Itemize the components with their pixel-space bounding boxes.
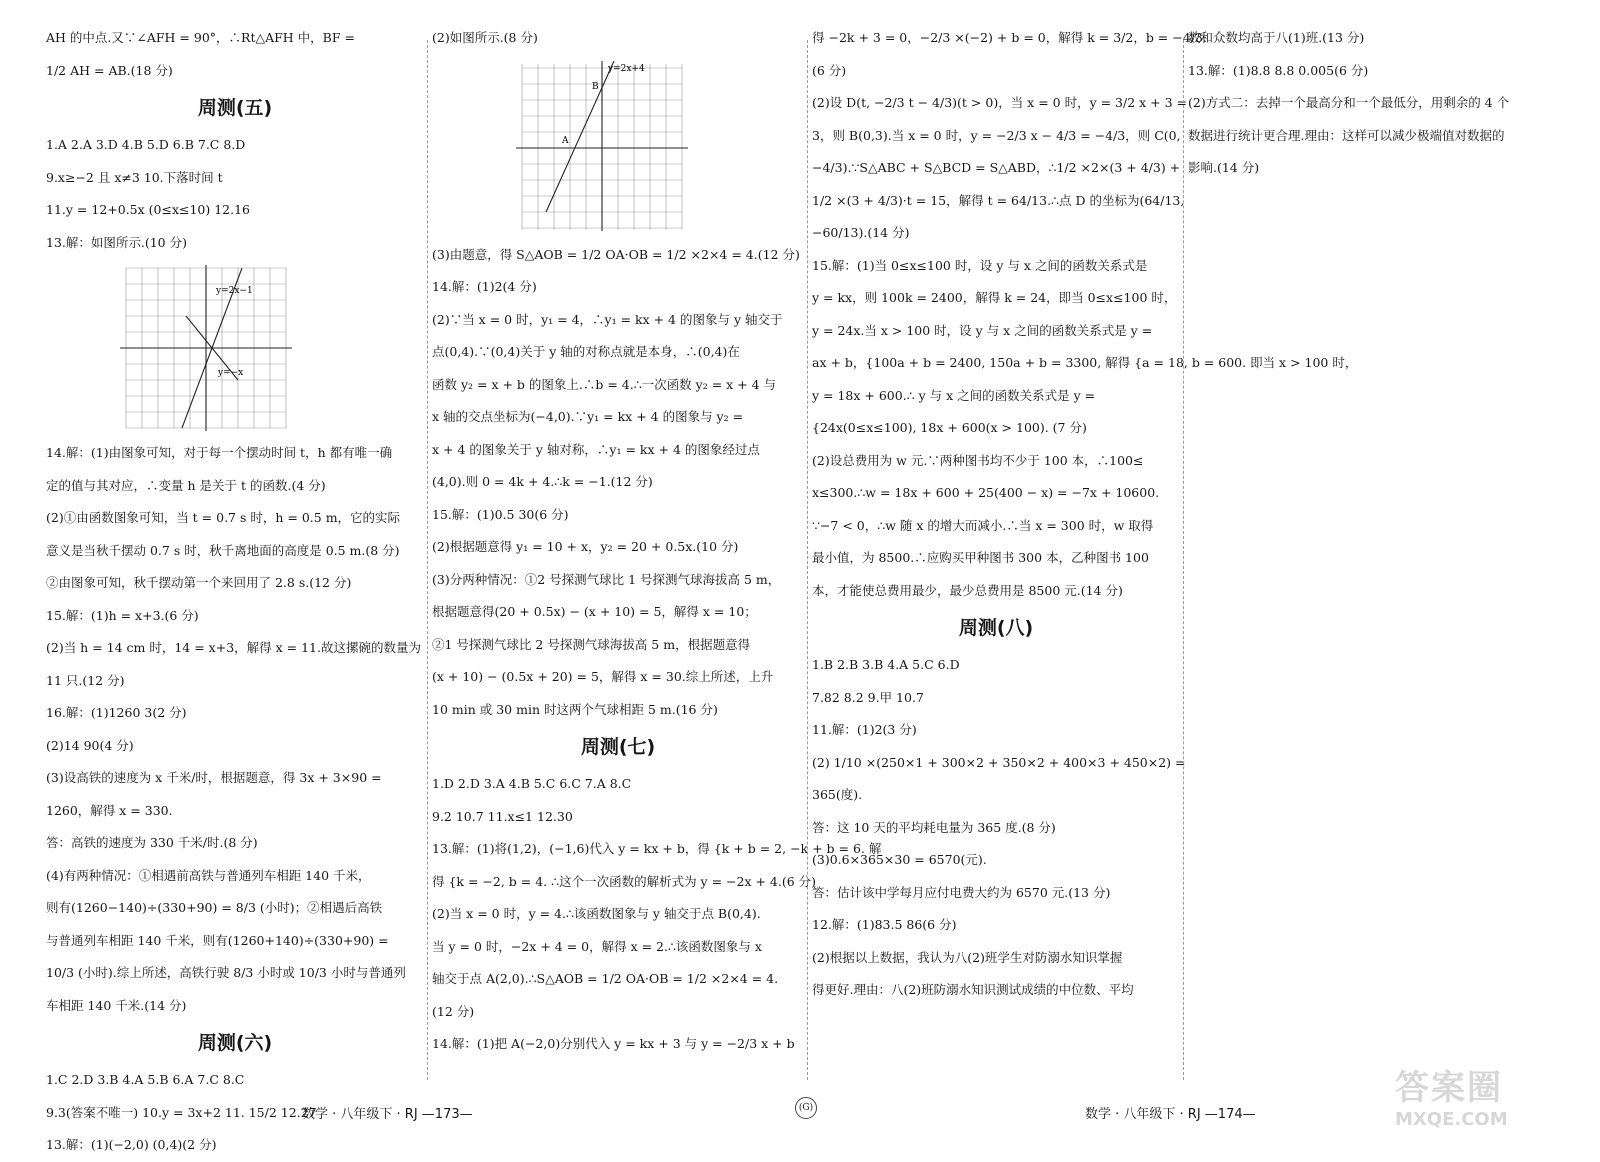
text-line: 与普通列车相距 140 千米，则有(1260+140)÷(330+90) =	[46, 932, 389, 948]
text-line: 11.解：(1)2(3 分)	[812, 722, 917, 737]
text-line: {24x(0≤x≤100), 18x + 600(x > 100). (7 分)	[812, 420, 1087, 435]
text-line: 本，才能使总费用最少，最少总费用是 8500 元.(14 分)	[812, 582, 1123, 598]
text-line: 13.解：如图所示.(10 分)	[46, 234, 187, 250]
text-line: (2)方式二：去掉一个最高分和一个最低分，用剩余的 4 个	[1188, 95, 1510, 110]
c1-lines-a	[46, 22, 424, 87]
text-line: (2)①由函数图象可知，当 t = 0.7 s 时，h = 0.5 m，它的实际	[46, 510, 401, 525]
text-line: 数和众数均高于八(1)班.(13 分)	[1188, 30, 1365, 45]
text-line: 答：估计该中学每月应付电费大约为 6570 元.(13 分)	[812, 884, 1111, 900]
heading-week-5: 周测(五)	[197, 97, 273, 119]
text-line: 轴交于点 A(2,0).∴S△AOB = 1/2 OA·OB = 1/2 ×2×4 = 4.	[432, 971, 779, 986]
text-line: y = 18x + 600.∴ y 与 x 之间的函数关系式是 y =	[812, 387, 1096, 403]
heading-week-7: 周测(七)	[580, 736, 656, 758]
text-line: (12 分)	[432, 1003, 475, 1019]
text-line: 车相距 140 千米.(14 分)	[46, 997, 187, 1013]
graph2-point-a: A	[562, 135, 569, 146]
c2-lines-b	[432, 239, 804, 727]
text-line: 答：高铁的速度为 330 千米/时.(8 分)	[46, 835, 258, 850]
text-line: (2) 1/10 ×(250×1 + 300×2 + 350×2 + 400×3 + 450×2) =	[812, 754, 1186, 770]
site-watermark	[1395, 1060, 1570, 1140]
text-line: x 轴的交点坐标为(−4,0).∵y₁ = kx + 4 的图象与 y₂ =	[432, 409, 744, 424]
text-line: 点(0,4).∵(0,4)关于 y 轴的对称点就是本身，∴(0,4)在	[432, 344, 740, 359]
coordinate-graph-2	[512, 59, 692, 235]
c3-lines-b	[812, 649, 1186, 1007]
text-line: 9.3(答案不唯一) 10.y = 3x+2 11. 15/2 12.27	[46, 1104, 317, 1120]
text-line: 1260，解得 x = 330.	[46, 802, 173, 818]
text-line: −60/13).(14 分)	[812, 225, 910, 240]
text-line: (6 分)	[812, 62, 847, 78]
text-line: (2)当 h = 14 cm 时，14 = x+3，解得 x = 11.故这摞碗的数量为	[46, 640, 421, 655]
text-line: 影响.(14 分)	[1188, 160, 1260, 175]
text-line: 10/3 (小时).综上所述，高铁行驶 8/3 小时或 10/3 小时与普通列	[46, 965, 406, 980]
text-line: (3)设高铁的速度为 x 千米/时，根据题意，得 3x + 3×90 =	[46, 770, 382, 785]
text-line: 13.解：(1)(−2,0) (0,4)(2 分)	[46, 1137, 217, 1152]
text-line: ②由图象可知，秋千摆动第一个来回用了 2.8 s.(12 分)	[46, 575, 352, 590]
c1-lines-c	[46, 437, 424, 1022]
graph1-label-2: y=−x	[218, 368, 244, 378]
text-line: ax + b，{100a + b = 2400, 150a + b = 3300, 解得 {a = 18, b = 600. 即当 x > 100 时，	[812, 355, 1358, 370]
text-line: 得更好.理由：八(2)班防溺水知识测试成绩的中位数、平均	[812, 982, 1134, 997]
text-line: 9.x≥−2 且 x≠3 10.下落时间 t	[46, 169, 223, 185]
text-line: 14.解：(1)由图象可知，对于每一个摆动时间 t，h 都有唯一确	[46, 445, 393, 460]
text-line: 13.解：(1)将(1,2)，(−1,6)代入 y = kx + b，得 {k + b = 2, −k + b = 6. 解	[432, 841, 882, 856]
text-line: 得 {k = −2, b = 4. ∴这个一次函数的解析式为 y = −2x + 4.(6 分)	[432, 873, 817, 889]
text-line: 函数 y₂ = x + b 的图象上.∴b = 4.∴一次函数 y₂ = x + 4 与	[432, 376, 777, 392]
graph2-equation: y=2x+4	[608, 63, 645, 74]
text-line: (3)分两种情况：①2 号探测气球比 1 号探测气球海拔高 5 m，	[432, 571, 781, 587]
text-line: (2)如图所示.(8 分)	[432, 30, 538, 45]
text-line: 365(度).	[812, 787, 863, 802]
text-line: 最小值，为 8500.∴应购买甲种图书 300 本，乙种图书 100	[812, 550, 1149, 565]
column-1	[46, 22, 424, 1162]
text-line: 得 −2k + 3 = 0，−2/3 ×(−2) + b = 0，解得 k = 3/2，b = −4/3.	[812, 30, 1207, 45]
text-line: 1.D 2.D 3.A 4.B 5.C 6.C 7.A 8.C	[432, 776, 632, 791]
text-line: 1/2 ×(3 + 4/3)·t = 15，解得 t = 64/13.∴点 D 的坐标为(64/13,	[812, 192, 1185, 208]
text-line: 答：这 10 天的平均耗电量为 365 度.(8 分)	[812, 819, 1056, 835]
text-line: 12.解：(1)83.5 86(6 分)	[812, 917, 957, 932]
text-line: 11.y = 12+0.5x (0≤x≤10) 12.16	[46, 202, 251, 217]
text-line: 1/2 AH = AB.(18 分)	[46, 62, 173, 78]
column-divider	[427, 40, 428, 1080]
text-line: 15.解：(1)h = x+3.(6 分)	[46, 607, 199, 623]
text-line: y = 24x.当 x > 100 时，设 y 与 x 之间的函数关系式是 y =	[812, 322, 1153, 338]
heading-week-6: 周测(六)	[197, 1032, 273, 1054]
text-line: x + 4 的图象关于 y 轴对称，∴y₁ = kx + 4 的图象经过点	[432, 441, 760, 457]
text-line: 10 min 或 30 min 时这两个气球相距 5 m.(16 分)	[432, 701, 718, 717]
text-line: 意义是当秋千摆动 0.7 s 时，秋千离地面的高度是 0.5 m.(8 分)	[46, 542, 400, 558]
text-line: 1.A 2.A 3.D 4.B 5.D 6.B 7.C 8.D	[46, 137, 246, 152]
text-line: (x + 10) − (0.5x + 20) = 5，解得 x = 30.综上所述，上升	[432, 669, 774, 684]
column-divider	[1183, 40, 1184, 1080]
text-line: 数据进行统计更合理.理由：这样可以减少极端值对数据的	[1188, 127, 1505, 143]
text-line: 14.解：(1)2(4 分)	[432, 279, 537, 294]
text-line: −4/3).∵S△ABC + S△BCD = S△ABD，∴1/2 ×2×(3 + 4/3) +	[812, 160, 1181, 175]
text-line: (2)14 90(4 分)	[46, 737, 134, 753]
heading-week-8: 周测(八)	[958, 617, 1034, 639]
text-line: 则有(1260−140)÷(330+90) = 8/3 (小时)；②相遇后高铁	[46, 900, 383, 915]
text-line: 15.解：(1)0.5 30(6 分)	[432, 506, 569, 522]
column-4	[1188, 22, 1558, 185]
text-line: 1.C 2.D 3.B 4.A 5.B 6.A 7.C 8.C	[46, 1072, 245, 1087]
text-line: 11 只.(12 分)	[46, 672, 125, 688]
coordinate-graph-1	[116, 263, 296, 433]
text-line: (3)由题意，得 S△AOB = 1/2 OA·OB = 1/2 ×2×4 = 4.(12 分)	[432, 246, 800, 262]
text-line: 14.解：(1)把 A(−2,0)分别代入 y = kx + 3 与 y = −2/3 x + b	[432, 1036, 795, 1051]
text-line: ∵−7 < 0，∴w 随 x 的增大而减小.∴当 x = 300 时，w 取得	[812, 517, 1154, 533]
text-line: (4)有两种情况：①相遇前高铁与普通列车相距 140 千米，	[46, 867, 371, 883]
text-line: (4,0).则 0 = 4k + 4.∴k = −1.(12 分)	[432, 474, 653, 489]
text-line: x≤300.∴w = 18x + 600 + 25(400 − x) = −7x + 10600.	[812, 485, 1160, 500]
text-line: 16.解：(1)1260 3(2 分)	[46, 705, 187, 720]
text-line: 13.解：(1)8.8 8.8 0.005(6 分)	[1188, 62, 1369, 78]
text-line: 15.解：(1)当 0≤x≤100 时，设 y 与 x 之间的函数关系式是	[812, 257, 1148, 273]
c1-lines-b	[46, 129, 424, 259]
graph2-point-b: B	[592, 81, 599, 92]
column-divider	[807, 40, 808, 1080]
graph1-label-1: y=2x−1	[216, 286, 253, 296]
text-line: y = kx，则 100k = 2400，解得 k = 24，即当 0≤x≤100 时，	[812, 290, 1177, 305]
text-line: 根据题意得(20 + 0.5x) − (x + 10) = 5，解得 x = 10；	[432, 604, 757, 619]
center-page-mark: (G)	[795, 1097, 817, 1119]
text-line: 当 y = 0 时，−2x + 4 = 0，解得 x = 2.∴该函数图象与 x	[432, 938, 762, 954]
text-line: 1.B 2.B 3.B 4.A 5.C 6.D	[812, 657, 960, 672]
text-line: (2)根据以上数据，我认为八(2)班学生对防溺水知识掌握	[812, 949, 1123, 965]
text-line: (2)∵当 x = 0 时，y₁ = 4，∴y₁ = kx + 4 的图象与 y 轴交于	[432, 311, 783, 327]
text-line: AH 的中点.又∵∠AFH = 90°，∴Rt△AFH 中，BF =	[46, 30, 355, 45]
c4-lines-a	[1188, 22, 1558, 185]
text-line: 定的值与其对应，∴变量 h 是关于 t 的函数.(4 分)	[46, 477, 326, 493]
footer-page-173: 数学 · 八年级下 · RJ —173—	[302, 1107, 473, 1122]
text-line: 7.82 8.2 9.甲 10.7	[812, 689, 924, 705]
text-line: (2)设总费用为 w 元.∵两种图书均不少于 100 本，∴100≤	[812, 452, 1144, 468]
text-line: 9.2 10.7 11.x≤1 12.30	[432, 808, 573, 824]
footer-page-174: 数学 · 八年级下 · RJ —174—	[1085, 1107, 1256, 1122]
text-line: (3)0.6×365×30 = 6570(元).	[812, 852, 987, 867]
watermark-url: MXQE.COM	[1395, 1109, 1508, 1130]
c2-lines-a	[432, 22, 804, 55]
text-line: ②1 号探测气球比 2 号探测气球海拔高 5 m，根据题意得	[432, 636, 751, 652]
text-line: (2)根据题意得 y₁ = 10 + x，y₂ = 20 + 0.5x.(10 分)	[432, 539, 739, 554]
watermark-title: 答案圈	[1395, 1068, 1503, 1108]
text-line: (2)设 D(t, −2/3 t − 4/3)(t > 0)，当 x = 0 时，y = 3/2 x + 3 =	[812, 95, 1188, 110]
text-line: 3，则 B(0,3).当 x = 0 时，y = −2/3 x − 4/3 = −4/3，则 C(0,	[812, 127, 1181, 143]
text-line: (2)当 x = 0 时，y = 4.∴该函数图象与 y 轴交于点 B(0,4).	[432, 906, 761, 921]
